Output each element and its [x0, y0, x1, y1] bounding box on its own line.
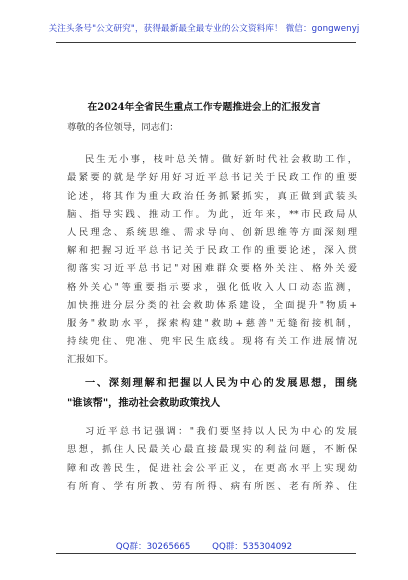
heading-line: 一、深刻理解和把握以人民为中心的发展思想，围绕: [85, 377, 357, 389]
text-line: 人民理念、系统思维、需求导向、创新思维等方面深刻理: [67, 227, 357, 238]
text-line: 格外关心"等重要指示要求，强化低收入人口动态监测，: [67, 282, 357, 293]
text-line: 论述，将其作为重大政治任务抓紧抓实，真正做到武装头: [67, 191, 357, 202]
document-title: 在2024年全省民生重点工作专题推进会上的汇报发言: [87, 102, 321, 113]
text-line: 解和把握习近平总书记关于民政工作的重要论述，深入贯: [67, 245, 357, 256]
heading-line: "谁该帮"，推动社会救助政策找人: [67, 397, 221, 409]
text-line: 障和改善民生，促进社会公平正义，在更高水平上实现幼: [67, 463, 357, 474]
page-footer-note: QQ群：30265665 QQ群：535304092: [115, 542, 293, 552]
text-line: 有所育、学有所教、劳有所得、病有所医、老有所养、住: [67, 481, 357, 492]
header-divider: [56, 42, 356, 43]
text-line: 习近平总书记强调："我们要坚持以人民为中心的发展: [85, 426, 357, 437]
text-line: 持续兜住、兜准、兜牢民生底线。现将有关工作进展情况: [67, 336, 357, 347]
text-line: 彻落实习近平总书记"对困难群众要格外关注、格外关爱: [67, 263, 357, 274]
text-line: 最紧要的就是学好用好习近平总书记关于民政工作的重要: [67, 172, 357, 183]
text-line: 民生无小事，枝叶总关情。做好新时代社会救助工作，: [85, 154, 357, 165]
text-line: 服务"救助水平，探索构建"救助+慈善"无缝衔接机制，: [67, 318, 357, 329]
salutation: 尊敬的各位领导，同志们：: [67, 122, 179, 133]
text-line: 加快推进分层分类的社会救助体系建设，全面提升"物质+: [67, 300, 357, 311]
footer-divider: [56, 553, 356, 554]
text-line: 思想，抓住人民最关心最直接最现实的利益问题，不断保: [67, 444, 357, 455]
page-header-note: 关注头条号"公文研究"，获得最新最全最专业的公文资料库！ 微信：gongwenyj: [48, 24, 360, 34]
text-line: 汇报如下。: [67, 354, 114, 365]
text-line: 脑、指导实践、推动工作。为此，近年来，**市民政局从: [67, 209, 357, 220]
